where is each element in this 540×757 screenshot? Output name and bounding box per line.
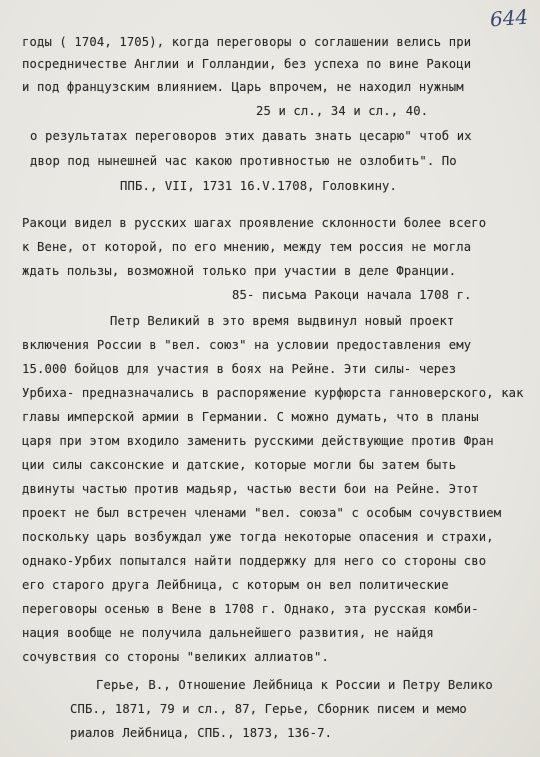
text-line: риалов Лейбница, СПБ., 1873, 136-7. bbox=[70, 726, 333, 740]
text-line: годы ( 1704, 1705), когда переговоры о соглашении велись при bbox=[22, 35, 472, 49]
text-line: проект не был встречен членами "вел. союза" с особым сочувствием bbox=[22, 506, 502, 520]
text-line: его старого друга Лейбница, с которым он вел политические bbox=[22, 578, 449, 592]
text-line: ции силы саксонские и датские, которые могли бы затем быть bbox=[22, 458, 457, 472]
text-line: СПБ., 1871, 79 и сл., 87, Герье, Сборник писем и мемо bbox=[70, 702, 467, 716]
page-number: 644 bbox=[489, 4, 529, 32]
text-line: 25 и сл., 34 и сл., 40. bbox=[256, 104, 429, 118]
text-line: царя при этом входило заменить русскими действующие против Фран bbox=[22, 434, 494, 448]
text-line: двор под нынешней час какою противностью не озлобить". По bbox=[30, 154, 457, 168]
text-line: главы имперской армии в Германии. С можно думать, что в планы bbox=[22, 410, 479, 424]
text-line: сочувствия со стороны "великих аллиатов". bbox=[22, 650, 329, 664]
text-line: 85- письма Ракоци начала 1708 г. bbox=[232, 288, 472, 302]
text-line: посредничестве Англии и Голландии, без успеха по вине Ракоци bbox=[22, 57, 472, 71]
text-line: о результатах переговоров этих давать знать цесарю" чтоб их bbox=[30, 129, 472, 143]
text-line: Урбиха- предназначались в распоряжение курфюрста ганноверского, как bbox=[22, 386, 524, 400]
text-line: двинуты частью против мадьяр, частью вести бои на Рейне. Этот bbox=[22, 482, 479, 496]
text-line: однако-Урбих попытался найти поддержку для него со стороны сво bbox=[22, 554, 487, 568]
text-line: Петр Великий в это время выдвинул новый проект bbox=[110, 314, 455, 328]
text-line: и под французским влиянием. Царь впрочем, не находил нужным bbox=[22, 80, 464, 94]
text-line: поскольку царь возбуждал уже тогда некоторые опасения и страхи, bbox=[22, 530, 494, 544]
text-line: ППБ., VII, 1731 16.V.1708, Головкину. bbox=[120, 179, 398, 193]
text-line: Герье, В., Отношение Лейбница к России и Петру Велико bbox=[96, 678, 493, 692]
text-line: нация вообще не получила дальнейшего развития, не найдя bbox=[22, 626, 434, 640]
text-line: включения России в "вел. союз" на условии предоставления ему bbox=[22, 338, 472, 352]
text-line: 15.000 бойцов для участия в боях на Рейне. Эти силы- через bbox=[22, 362, 457, 376]
text-line: Ракоци видел в русских шагах проявление склонности более всего bbox=[22, 216, 487, 230]
text-line: к Вене, от которой, по его мнению, между тем россия не могла bbox=[22, 240, 472, 254]
text-line: переговоры осенью в Вене в 1708 г. Однако, эта русская комби- bbox=[22, 602, 479, 616]
text-line: ждать пользы, возможной только при участии в деле Франции. bbox=[22, 264, 457, 278]
